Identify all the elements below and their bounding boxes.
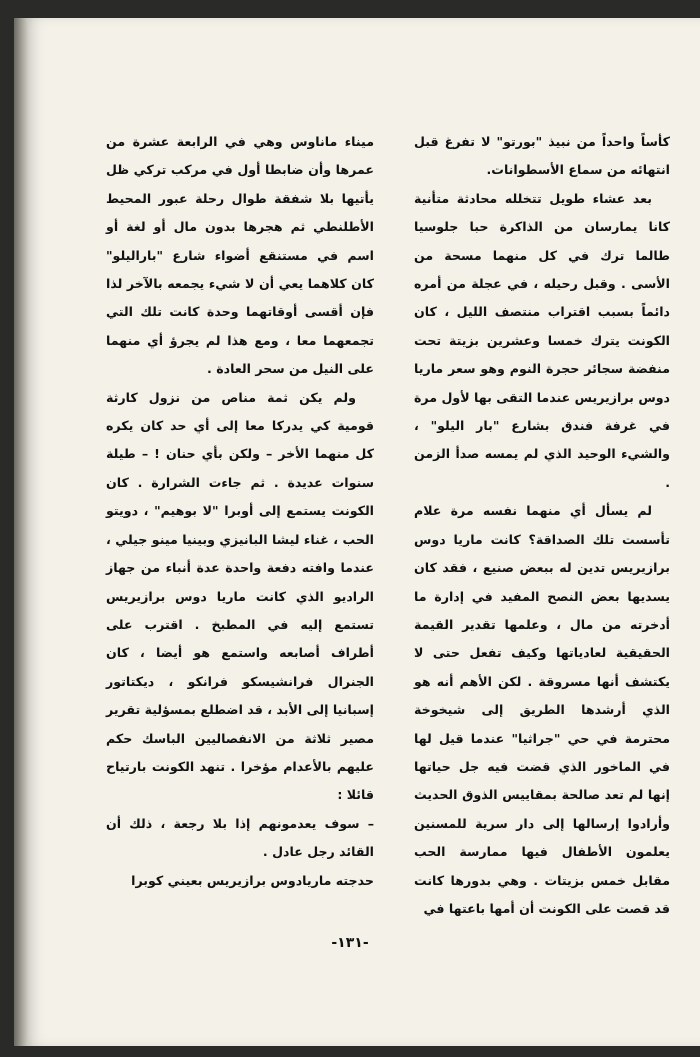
paragraph: – سوف يعدمونهم إذا بلا رجعة ، ذلك أن القائد رجل عادل .: [106, 815, 374, 860]
paragraph: ولم يكن ثمة مناص من نزول كارثة قومية كي يدركا معا إلى أي حد كان يكره كل منهما الأخر – ولكن بأي حنان ! – طيلة سنوات عديدة . ثم جاءت الشرارة . كان الكونت يستمع إلى أوبرا "لا بوهيم" ، دويتو الحب ، غناء ليشا البانيزي وبينيا مينو جيلي ، عندما وافته دفعة واحدة عدة أنباء من جهاز الراديو الذي كانت ماريا دوس برازيريس تستمع إليه في المطبخ . اقترب على أطراف أصابعه واستمع هو أيضا ، كان الجنرال فرانشيسكو فرانكو ، ديكتاتور إسبانيا إلى الأبد ، قد اضطلع بمسؤلية تقرير مصير ثلاثة من الانفصاليين الباسك حكم عليهم بالأعدام مؤخرا . تنهد الكونت بارتياح قائلا :: [106, 389, 374, 803]
paragraph: ميناء ماناوس وهي في الرابعة عشرة من عمرها وأن ضابطا أول في مركب تركي ظل يأتيها بلا شفقة طوال رحلة عبور المحيط الأطلنطي ثم هجرها بدون مال أو لغة أو اسم في مستنقع أضواء شارع "باراليلو" كان كلاهما يعي أن لا شيء يجمعه بالآخر لذا فإن أقسى أوقاتهما وحدة كانت تلك التي تجمعهما معا ، ومع هذا لم يجرؤ أي منهما على النيل من سحر العادة .: [106, 134, 374, 377]
paragraph: كأساً واحداً من نبيذ "بورتو" لا تفرغ قبل انتهائه من سماع الأسطوانات.: [414, 134, 670, 178]
paragraph: بعد عشاء طويل تتخلله محادثة متأنية كانا يمارسان من الذاكرة حبا جلوسيا طالما ترك في كل منهما مسحة من الأسى . وقبل رحيله ، في عجلة من أمره دائماً بسبب اقتراب منتصف الليل ، كان الكونت يترك خمسا وعشرين بزيتة تحت منفضة سجائر حجرة النوم وهو سعر ماريا دوس برازيريس عندما التقى بها لأول مرة في غرفة فندق بشارع "بار اليلو" ، والشيء الوحيد الذي لم يمسه صدأ الزمن .: [414, 190, 670, 490]
right-text-column: [414, 128, 670, 923]
page-number: -١٣١-: [331, 935, 369, 951]
paragraph: حدجته ماريادوس برازيريس بعيني كوبرا: [131, 872, 374, 888]
page-binding-shadow: [14, 18, 28, 1046]
paragraph: لم يسأل أي منهما نفسه مرة علام تأسست تلك الصداقة؟ كانت ماريا دوس برازيريس تدين له ببعض صنيع ، فقد كان يسديها بعض النصح المفيد في إدارة ما أدخرته من مال ، وعلمها تقدير القيمة الحقيقية لعادياتها وكيف تفعل حتى لا يكتشف أنها مسروقة . لكن الأهم أنه هو الذي أرشدها الطريق إلى شيخوخة محترمة في حي "جراثيا" عندما قيل لها في الماخور الذي قضت فيه جل حياتها إنها لم تعد صالحة بمقاييس الذوق الحديث وأرادوا إرسالها إلى دار سرية للمسنين يعلمون الأطفال فيها ممارسة الحب مقابل خمس بزيتات . وهي بدورها كانت قد قصت على الكونت أن أمها باعتها في: [414, 503, 670, 916]
left-text-column: [106, 128, 374, 895]
